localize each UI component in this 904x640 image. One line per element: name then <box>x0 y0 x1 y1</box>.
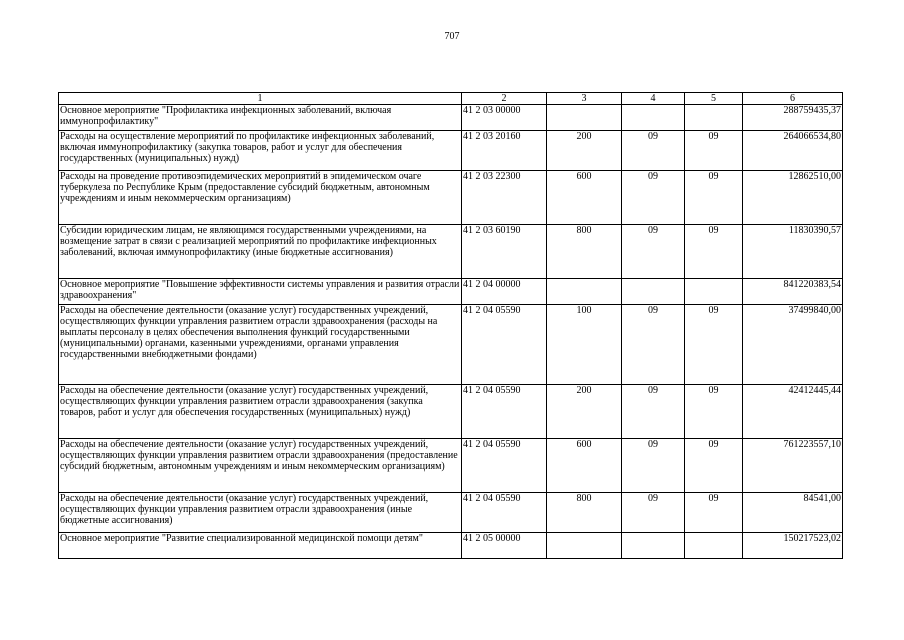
cell-vr: 200 <box>547 385 622 439</box>
table-row <box>59 225 843 279</box>
cell-code: 41 2 03 22300 <box>462 171 547 225</box>
cell-rz: 09 <box>622 131 685 171</box>
cell-rz <box>622 279 685 305</box>
cell-code: 41 2 04 05590 <box>462 385 547 439</box>
table-row <box>59 279 843 305</box>
cell-rz: 09 <box>622 385 685 439</box>
cell-sum: 37499840,00 <box>743 305 843 385</box>
cell-rz: 09 <box>622 439 685 493</box>
cell-rz: 09 <box>622 225 685 279</box>
cell-pr: 09 <box>685 305 743 385</box>
cell-vr <box>547 279 622 305</box>
cell-rz <box>622 105 685 131</box>
table-row <box>59 439 843 493</box>
cell-name: Расходы на обеспечение деятельности (оказание услуг) государственных учреждений, осуществляющих функции управления развитием отрасли здравоохранения (расходы на выплаты персоналу в целях обеспечения выполнения функций государственными (муниципальными) органами, казенными учреждениями, органами управления государственными внебюджетными фондами) <box>59 305 462 385</box>
cell-name: Основное мероприятие "Профилактика инфекционных заболеваний, включая иммунопрофилактику" <box>59 105 462 131</box>
table-row <box>59 305 843 385</box>
cell-sum: 841220383,54 <box>743 279 843 305</box>
cell-sum: 288759435,37 <box>743 105 843 131</box>
cell-code: 41 2 04 05590 <box>462 493 547 533</box>
cell-code: 41 2 05 00000 <box>462 533 547 559</box>
cell-rz: 09 <box>622 305 685 385</box>
cell-vr <box>547 533 622 559</box>
page-number: 707 <box>444 31 460 42</box>
cell-pr: 09 <box>685 385 743 439</box>
cell-name: Основное мероприятие "Развитие специализированной медицинской помощи детям" <box>59 533 462 559</box>
table-row <box>59 105 843 131</box>
cell-vr: 800 <box>547 225 622 279</box>
cell-sum: 264066534,80 <box>743 131 843 171</box>
cell-sum: 84541,00 <box>743 493 843 533</box>
cell-sum: 11830390,57 <box>743 225 843 279</box>
cell-name: Расходы на обеспечение деятельности (оказание услуг) государственных учреждений, осуществляющих функции управления развитием отрасли здравоохранения (предоставление субсидий бюджетным, автономным учреждениям и иным некоммерческим организациям) <box>59 439 462 493</box>
cell-code: 41 2 04 00000 <box>462 279 547 305</box>
cell-name: Расходы на осуществление мероприятий по профилактике инфекционных заболеваний, включая иммунопрофилактику (закупка товаров, работ и услуг для обеспечения государственных (муниципальных) нужд) <box>59 131 462 171</box>
table-row <box>59 533 843 559</box>
cell-name: Расходы на проведение противоэпидемических мероприятий в эпидемическом очаге туберкулеза по Республике Крым (предоставление субсидий бюджетным, автономным учреждениям и иным некоммерческим организациям) <box>59 171 462 225</box>
budget-table <box>58 92 843 559</box>
table-row <box>59 171 843 225</box>
cell-pr: 09 <box>685 493 743 533</box>
table-row <box>59 131 843 171</box>
cell-sum: 761223557,10 <box>743 439 843 493</box>
cell-pr: 09 <box>685 171 743 225</box>
cell-code: 41 2 04 05590 <box>462 439 547 493</box>
cell-rz: 09 <box>622 493 685 533</box>
table-header-row <box>59 93 843 105</box>
header-cell: 1 <box>59 93 462 105</box>
header-cell: 5 <box>685 93 743 105</box>
cell-vr: 600 <box>547 439 622 493</box>
cell-pr <box>685 105 743 131</box>
header-cell: 3 <box>547 93 622 105</box>
cell-vr: 600 <box>547 171 622 225</box>
cell-vr: 100 <box>547 305 622 385</box>
cell-pr <box>685 533 743 559</box>
cell-vr: 200 <box>547 131 622 171</box>
header-cell: 4 <box>622 93 685 105</box>
header-cell: 2 <box>462 93 547 105</box>
cell-code: 41 2 03 20160 <box>462 131 547 171</box>
cell-vr <box>547 105 622 131</box>
cell-sum: 42412445,44 <box>743 385 843 439</box>
cell-sum: 150217523,02 <box>743 533 843 559</box>
cell-code: 41 2 03 00000 <box>462 105 547 131</box>
cell-code: 41 2 04 05590 <box>462 305 547 385</box>
cell-sum: 12862510,00 <box>743 171 843 225</box>
cell-rz <box>622 533 685 559</box>
cell-pr: 09 <box>685 225 743 279</box>
cell-name: Субсидии юридическим лицам, не являющимся государственными учреждениями, на возмещение затрат в связи с реализацией мероприятий по профилактике инфекционных заболеваний, включая иммунопрофилактику (иные бюджетные ассигнования) <box>59 225 462 279</box>
cell-pr <box>685 279 743 305</box>
cell-pr: 09 <box>685 131 743 171</box>
cell-vr: 800 <box>547 493 622 533</box>
cell-code: 41 2 03 60190 <box>462 225 547 279</box>
cell-name: Расходы на обеспечение деятельности (оказание услуг) государственных учреждений, осуществляющих функции управления развитием отрасли здравоохранения (закупка товаров, работ и услуг для обеспечения государственных (муниципальных) нужд) <box>59 385 462 439</box>
cell-pr: 09 <box>685 439 743 493</box>
cell-name: Расходы на обеспечение деятельности (оказание услуг) государственных учреждений, осуществляющих функции управления развитием отрасли здравоохранения (иные бюджетные ассигнования) <box>59 493 462 533</box>
header-cell: 6 <box>743 93 843 105</box>
table-row <box>59 385 843 439</box>
cell-rz: 09 <box>622 171 685 225</box>
cell-name: Основное мероприятие "Повышение эффективности системы управления и развития отрасли здравоохранения" <box>59 279 462 305</box>
table-row <box>59 493 843 533</box>
